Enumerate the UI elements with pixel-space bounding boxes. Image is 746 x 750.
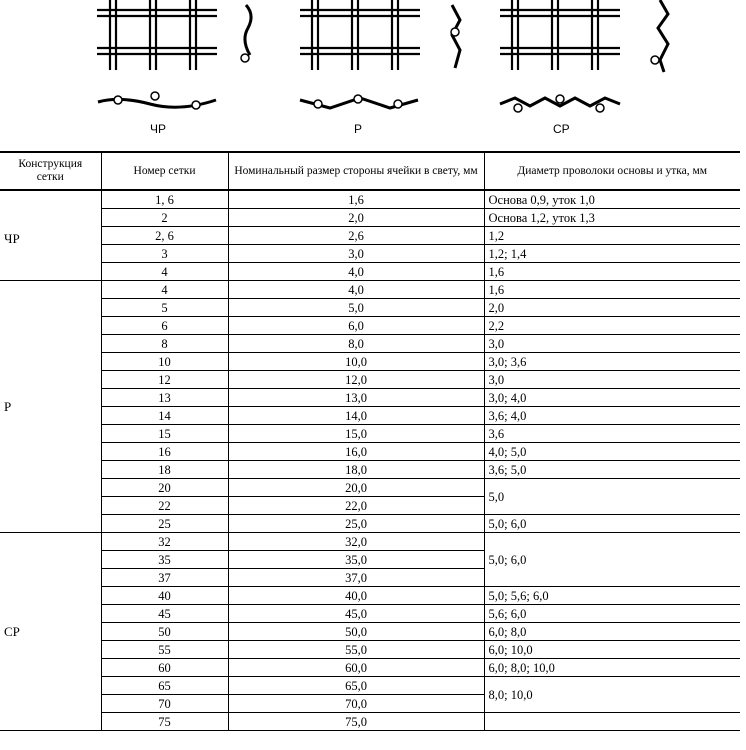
table-row xyxy=(0,425,740,443)
wire-cell: 6,0; 8,0; 10,0 xyxy=(484,659,740,677)
number-cell: 4 xyxy=(101,281,228,299)
mesh-grid-r xyxy=(300,0,420,70)
wire-cell: 1,2; 1,4 xyxy=(484,245,740,263)
table-row xyxy=(0,407,740,425)
size-cell: 50,0 xyxy=(228,623,484,641)
header-construction: Конструкция сетки xyxy=(0,152,101,190)
size-cell: 14,0 xyxy=(228,407,484,425)
wire-cell: 6,0; 10,0 xyxy=(484,641,740,659)
wire-cell: 2,2 xyxy=(484,317,740,335)
table-row xyxy=(0,461,740,479)
table-row xyxy=(0,389,740,407)
mesh-drawings xyxy=(0,0,746,150)
number-cell: 8 xyxy=(101,335,228,353)
size-cell: 35,0 xyxy=(228,551,484,569)
size-cell: 15,0 xyxy=(228,425,484,443)
wire-cell: 5,0; 6,0 xyxy=(484,515,740,533)
size-cell: 2,0 xyxy=(228,209,484,227)
size-cell: 16,0 xyxy=(228,443,484,461)
table-row xyxy=(0,713,740,731)
wire-cell xyxy=(484,713,740,731)
table-row xyxy=(0,623,740,641)
table-row xyxy=(0,190,740,209)
number-cell: 20 xyxy=(101,479,228,497)
size-cell: 37,0 xyxy=(228,569,484,587)
header-wire-diameter: Диаметр проволоки основы и утка, мм xyxy=(484,152,740,190)
table-row xyxy=(0,533,740,551)
size-cell: 10,0 xyxy=(228,353,484,371)
size-cell: 25,0 xyxy=(228,515,484,533)
number-cell: 3 xyxy=(101,245,228,263)
number-cell: 55 xyxy=(101,641,228,659)
size-cell: 65,0 xyxy=(228,677,484,695)
number-cell: 35 xyxy=(101,551,228,569)
table-row xyxy=(0,317,740,335)
table-row xyxy=(0,605,740,623)
number-cell: 37 xyxy=(101,569,228,587)
wire-cell: Основа 1,2, уток 1,3 xyxy=(484,209,740,227)
size-cell: 32,0 xyxy=(228,533,484,551)
table-row xyxy=(0,371,740,389)
wire-cell: 1,2 xyxy=(484,227,740,245)
header-number: Номер сетки xyxy=(101,152,228,190)
size-cell: 18,0 xyxy=(228,461,484,479)
mesh-spec-table xyxy=(0,151,740,731)
size-cell: 75,0 xyxy=(228,713,484,731)
number-cell: 2, 6 xyxy=(101,227,228,245)
number-cell: 13 xyxy=(101,389,228,407)
size-cell: 20,0 xyxy=(228,479,484,497)
number-cell: 70 xyxy=(101,695,228,713)
size-cell: 4,0 xyxy=(228,281,484,299)
table-row xyxy=(0,335,740,353)
size-cell: 4,0 xyxy=(228,263,484,281)
number-cell: 1, 6 xyxy=(101,190,228,209)
number-cell: 45 xyxy=(101,605,228,623)
size-cell: 40,0 xyxy=(228,587,484,605)
size-cell: 2,6 xyxy=(228,227,484,245)
size-cell: 13,0 xyxy=(228,389,484,407)
number-cell: 60 xyxy=(101,659,228,677)
construction-cell: Р xyxy=(0,281,101,533)
number-cell: 5 xyxy=(101,299,228,317)
size-cell: 1,6 xyxy=(228,190,484,209)
table-row xyxy=(0,245,740,263)
size-cell: 60,0 xyxy=(228,659,484,677)
wire-cell: 3,6; 4,0 xyxy=(484,407,740,425)
table-row xyxy=(0,659,740,677)
wire-cell: 3,0 xyxy=(484,371,740,389)
number-cell: 15 xyxy=(101,425,228,443)
number-cell: 6 xyxy=(101,317,228,335)
number-cell: 14 xyxy=(101,407,228,425)
table-row xyxy=(0,479,740,497)
table-row xyxy=(0,641,740,659)
size-cell: 5,0 xyxy=(228,299,484,317)
number-cell: 2 xyxy=(101,209,228,227)
header-cell-size: Номинальный размер стороны ячейки в свету, мм xyxy=(228,152,484,190)
construction-cell: СР xyxy=(0,533,101,731)
table-row xyxy=(0,299,740,317)
wire-cell: 1,6 xyxy=(484,281,740,299)
size-cell: 12,0 xyxy=(228,371,484,389)
size-cell: 22,0 xyxy=(228,497,484,515)
number-cell: 25 xyxy=(101,515,228,533)
mesh-grid-chr xyxy=(97,0,217,70)
table-row xyxy=(0,443,740,461)
number-cell: 16 xyxy=(101,443,228,461)
wire-cell: 5,0; 5,6; 6,0 xyxy=(484,587,740,605)
mesh-grid-sr xyxy=(500,0,620,70)
wire-cell: 1,6 xyxy=(484,263,740,281)
number-cell: 12 xyxy=(101,371,228,389)
number-cell: 4 xyxy=(101,263,228,281)
construction-cell: ЧР xyxy=(0,190,101,281)
number-cell: 50 xyxy=(101,623,228,641)
wire-cell: 3,0; 3,6 xyxy=(484,353,740,371)
table-row xyxy=(0,227,740,245)
wire-cell: 3,6; 5,0 xyxy=(484,461,740,479)
number-cell: 65 xyxy=(101,677,228,695)
size-cell: 6,0 xyxy=(228,317,484,335)
size-cell: 55,0 xyxy=(228,641,484,659)
figure-label-sr: СР xyxy=(553,122,570,136)
size-cell: 70,0 xyxy=(228,695,484,713)
table-row xyxy=(0,587,740,605)
size-cell: 3,0 xyxy=(228,245,484,263)
table-row xyxy=(0,515,740,533)
size-cell: 45,0 xyxy=(228,605,484,623)
wire-cell: 5,0; 6,0 xyxy=(484,533,740,587)
number-cell: 75 xyxy=(101,713,228,731)
number-cell: 22 xyxy=(101,497,228,515)
wire-cell: 5,0 xyxy=(484,479,740,515)
number-cell: 32 xyxy=(101,533,228,551)
wire-cell: 5,6; 6,0 xyxy=(484,605,740,623)
wire-cell: 3,0 xyxy=(484,335,740,353)
figure-label-chr: ЧР xyxy=(150,122,167,136)
mesh-illustrations xyxy=(0,0,746,150)
number-cell: 40 xyxy=(101,587,228,605)
size-cell: 8,0 xyxy=(228,335,484,353)
number-cell: 18 xyxy=(101,461,228,479)
wire-cell: 6,0; 8,0 xyxy=(484,623,740,641)
table-row xyxy=(0,677,740,695)
wire-cell: 2,0 xyxy=(484,299,740,317)
table-row xyxy=(0,281,740,299)
table-row xyxy=(0,263,740,281)
wire-cell: 3,0; 4,0 xyxy=(484,389,740,407)
number-cell: 10 xyxy=(101,353,228,371)
table-row xyxy=(0,209,740,227)
table-header-row xyxy=(0,152,740,190)
wire-cell: 8,0; 10,0 xyxy=(484,677,740,713)
wire-cell: 3,6 xyxy=(484,425,740,443)
wire-cell: Основа 0,9, уток 1,0 xyxy=(484,190,740,209)
table-row xyxy=(0,353,740,371)
wire-cell: 4,0; 5,0 xyxy=(484,443,740,461)
figure-label-r: Р xyxy=(354,122,363,136)
